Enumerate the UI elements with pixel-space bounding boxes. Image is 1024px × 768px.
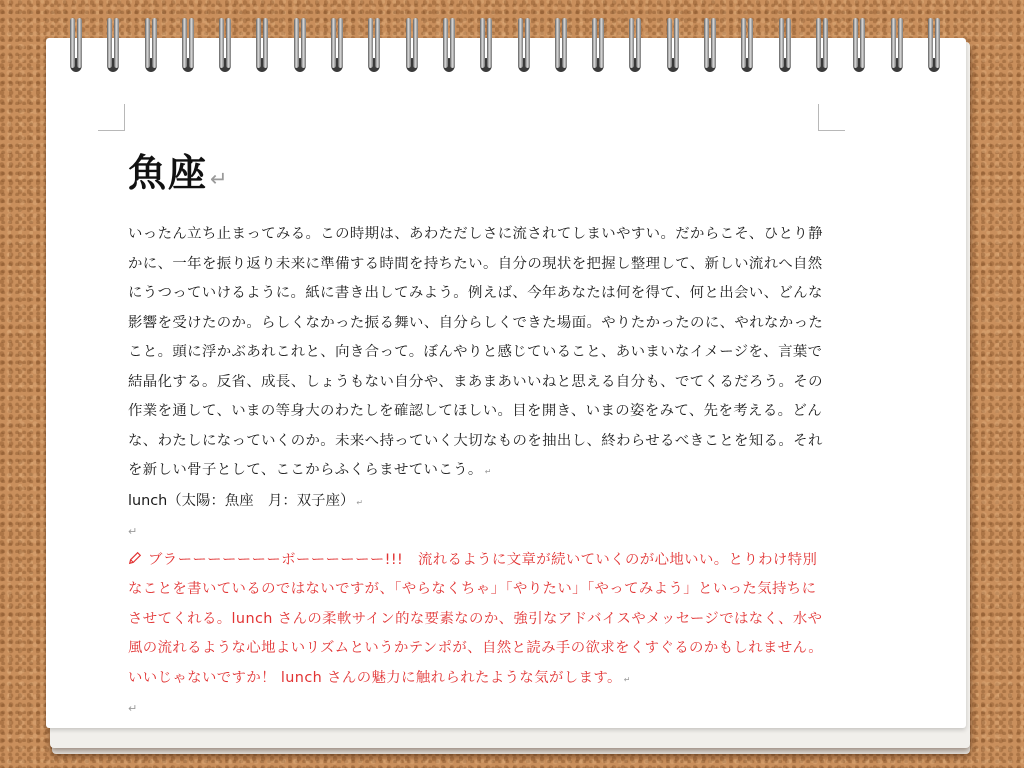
crop-mark-top-right (818, 104, 845, 131)
binding-ring (402, 18, 424, 76)
binding-ring (290, 18, 312, 76)
binding-ring (514, 18, 536, 76)
title-text: 魚座 (128, 151, 209, 195)
binding-ring (327, 18, 349, 76)
binding-ring (551, 18, 573, 76)
return-mark: ↵ (210, 167, 230, 191)
binding-ring (252, 18, 274, 76)
binding-ring (625, 18, 647, 76)
paragraph-text: いったん立ち止まってみる。この時期は、あわただしさに流されてしまいやすい。だからこそ、ひとり静かに、一年を振り返り未来に準備する時間を持ちたい。自分の現状を把握し整理して、新しい流れへ自然にうつっていけるように。紙に書き出してみよう。例えば、今年あなたは何を得て、何と出会い、どんな影響を受けたのか。らしくなかった振る舞い、自分らしくできた場面。やりたかったのに、やれなかったこと。頭に浮かぶあれこれと、向き合って。ぼんやりと感じていること、あいまいなイメージを、言葉で結晶化する。反省、成長、しょうもない自分や、まあまあいいねと思える自分も、でてくるだろう。その作業を通して、いまの等身大のわたしを確認してほしい。目を開き、いまの姿をみて、先を考える。どんな、わたしになっていくのか。未来へ持っていく大切なものを抽出し、終わらせるべきことを知る。それを新しい骨子として、ここからふくらませていこう。 (128, 226, 824, 478)
binding-ring (775, 18, 797, 76)
binding-ring (849, 18, 871, 76)
return-mark: ↵ (484, 467, 492, 476)
return-mark: ↵ (623, 674, 631, 684)
pencil-icon (128, 551, 142, 565)
empty-line (128, 517, 828, 546)
return-mark: ↵ (128, 702, 138, 715)
horoscope-paragraph (128, 220, 828, 487)
binding-ring (588, 18, 610, 76)
document-title (128, 150, 828, 202)
return-mark: ↵ (128, 524, 138, 538)
binding-ring (178, 18, 200, 76)
binding-ring (476, 18, 498, 76)
binding-ring (924, 18, 946, 76)
comment-text: ブラーーーーーーーボーーーーーー!!! 流れるように文章が続いていくのが心地いい。とりわけ特別なことを書いているのではないですが、「やらなくちゃ」「やりたい」「やってみよう」といった気持ちにさせてくれる。lunch さんの柔軟サイン的な要素なのか、強引なアドバイスやメッセージではなく、水や風の流れるような心地よいリズムというかテンポが、自然と読み手の欲求をくすぐるのかもしれません。いいじゃないですか！ lunch さんの魅力に触れられたような気がします。 (128, 551, 824, 686)
binding-ring (364, 18, 386, 76)
binding-ring (663, 18, 685, 76)
return-mark: ↵ (356, 497, 363, 507)
binding-ring (439, 18, 461, 76)
binding-ring (141, 18, 163, 76)
binding-ring (215, 18, 237, 76)
binding-ring (66, 18, 88, 76)
editor-comment (128, 546, 828, 695)
binding-ring (887, 18, 909, 76)
attribution-text: lunch（太陽：魚座 月：双子座） (128, 492, 355, 509)
spiral-binding (66, 18, 946, 78)
empty-line (128, 694, 828, 723)
binding-ring (103, 18, 125, 76)
binding-ring (812, 18, 834, 76)
document-content (128, 150, 828, 723)
crop-mark-top-left (98, 104, 125, 131)
binding-ring (700, 18, 722, 76)
author-attribution (128, 487, 828, 517)
binding-ring (737, 18, 759, 76)
